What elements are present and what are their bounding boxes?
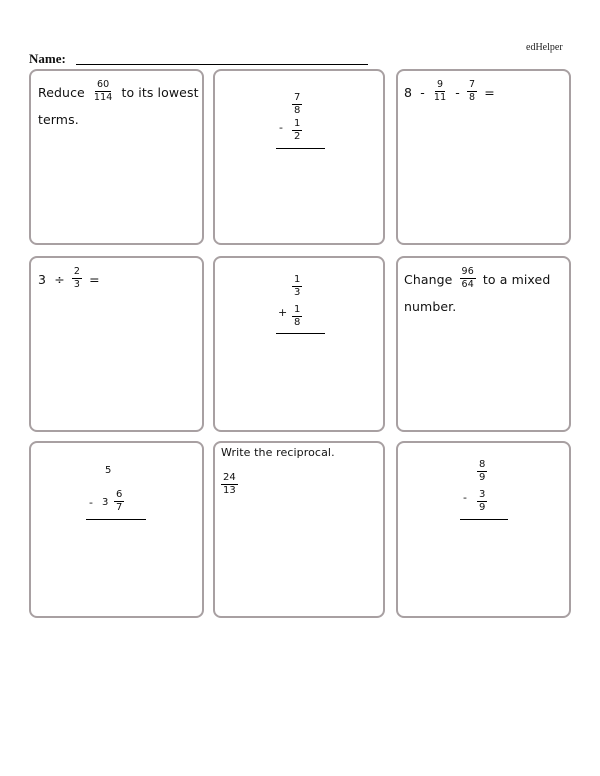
answer-line [86, 519, 146, 520]
numerator: 2 [73, 266, 81, 277]
operator: - [463, 491, 467, 504]
top-fraction [292, 275, 302, 298]
problem-box-3 [396, 69, 571, 245]
equals-sign: = [89, 272, 100, 287]
problem-box-4 [29, 256, 204, 432]
problem-box-1 [29, 69, 204, 245]
denominator: 2 [294, 131, 301, 142]
numerator: 9 [436, 79, 444, 90]
answer-line [276, 333, 325, 334]
instruction: Write the reciprocal. [221, 446, 335, 459]
numerator: 6 [116, 489, 123, 500]
denominator: 11 [433, 92, 447, 103]
problem-box-2 [213, 69, 385, 245]
top-whole-number: 5 [105, 465, 112, 476]
operator: - [455, 85, 460, 100]
denominator: 8 [294, 105, 301, 116]
problem-box-6 [396, 256, 571, 432]
bottom-fraction [477, 490, 487, 513]
denominator: 13 [223, 485, 236, 496]
problem-box-5 [213, 256, 385, 432]
numerator: 7 [294, 92, 301, 103]
numerator: 60 [96, 79, 110, 90]
whole-number: 8 [404, 85, 413, 100]
fraction [467, 80, 477, 103]
name-input-line[interactable] [76, 64, 368, 65]
denominator: 3 [294, 287, 301, 298]
brand-label: edHelper [526, 42, 563, 53]
fraction [432, 80, 448, 103]
problem-box-7 [29, 441, 204, 618]
denominator: 9 [479, 502, 486, 513]
answer-line [460, 519, 508, 520]
top-fraction [292, 93, 302, 116]
operator: + [278, 306, 288, 319]
problem-text: to a mixed [482, 272, 551, 287]
problem-text: Reduce [38, 85, 85, 100]
equals-sign: = [484, 85, 495, 100]
name-label: Name: [29, 51, 66, 66]
denominator: 8 [294, 317, 301, 328]
problem-text: number. [404, 299, 457, 314]
bottom-fraction [292, 119, 302, 142]
numerator: 1 [294, 118, 301, 129]
numerator: 3 [479, 489, 486, 500]
answer-line [276, 148, 325, 149]
fraction [221, 473, 238, 496]
problem-box-8 [213, 441, 385, 618]
problem-text: to its lowest [121, 85, 199, 100]
operator: - [420, 85, 425, 100]
denominator: 114 [93, 92, 113, 103]
denominator: 3 [73, 279, 81, 290]
problem-text: Change [404, 272, 453, 287]
numerator: 8 [479, 459, 486, 470]
numerator: 24 [223, 472, 236, 483]
numerator: 96 [461, 266, 474, 277]
fraction [92, 80, 114, 103]
problem-box-9 [396, 441, 571, 618]
denominator: 9 [479, 472, 486, 483]
problem-text: terms. [38, 112, 79, 127]
whole-number: 3 [38, 272, 47, 287]
numerator: 1 [294, 304, 301, 315]
bottom-fraction [114, 490, 124, 513]
numerator: 7 [469, 79, 476, 90]
operator: - [89, 496, 93, 509]
denominator: 7 [116, 502, 123, 513]
bottom-fraction [292, 305, 302, 328]
denominator: 8 [469, 92, 476, 103]
operator: ÷ [54, 272, 65, 287]
bottom-whole-number: 3 [102, 497, 109, 508]
numerator: 1 [294, 274, 301, 285]
top-fraction [477, 460, 487, 483]
denominator: 64 [461, 279, 474, 290]
fraction [72, 267, 82, 290]
operator: - [279, 121, 283, 134]
fraction [460, 267, 476, 290]
